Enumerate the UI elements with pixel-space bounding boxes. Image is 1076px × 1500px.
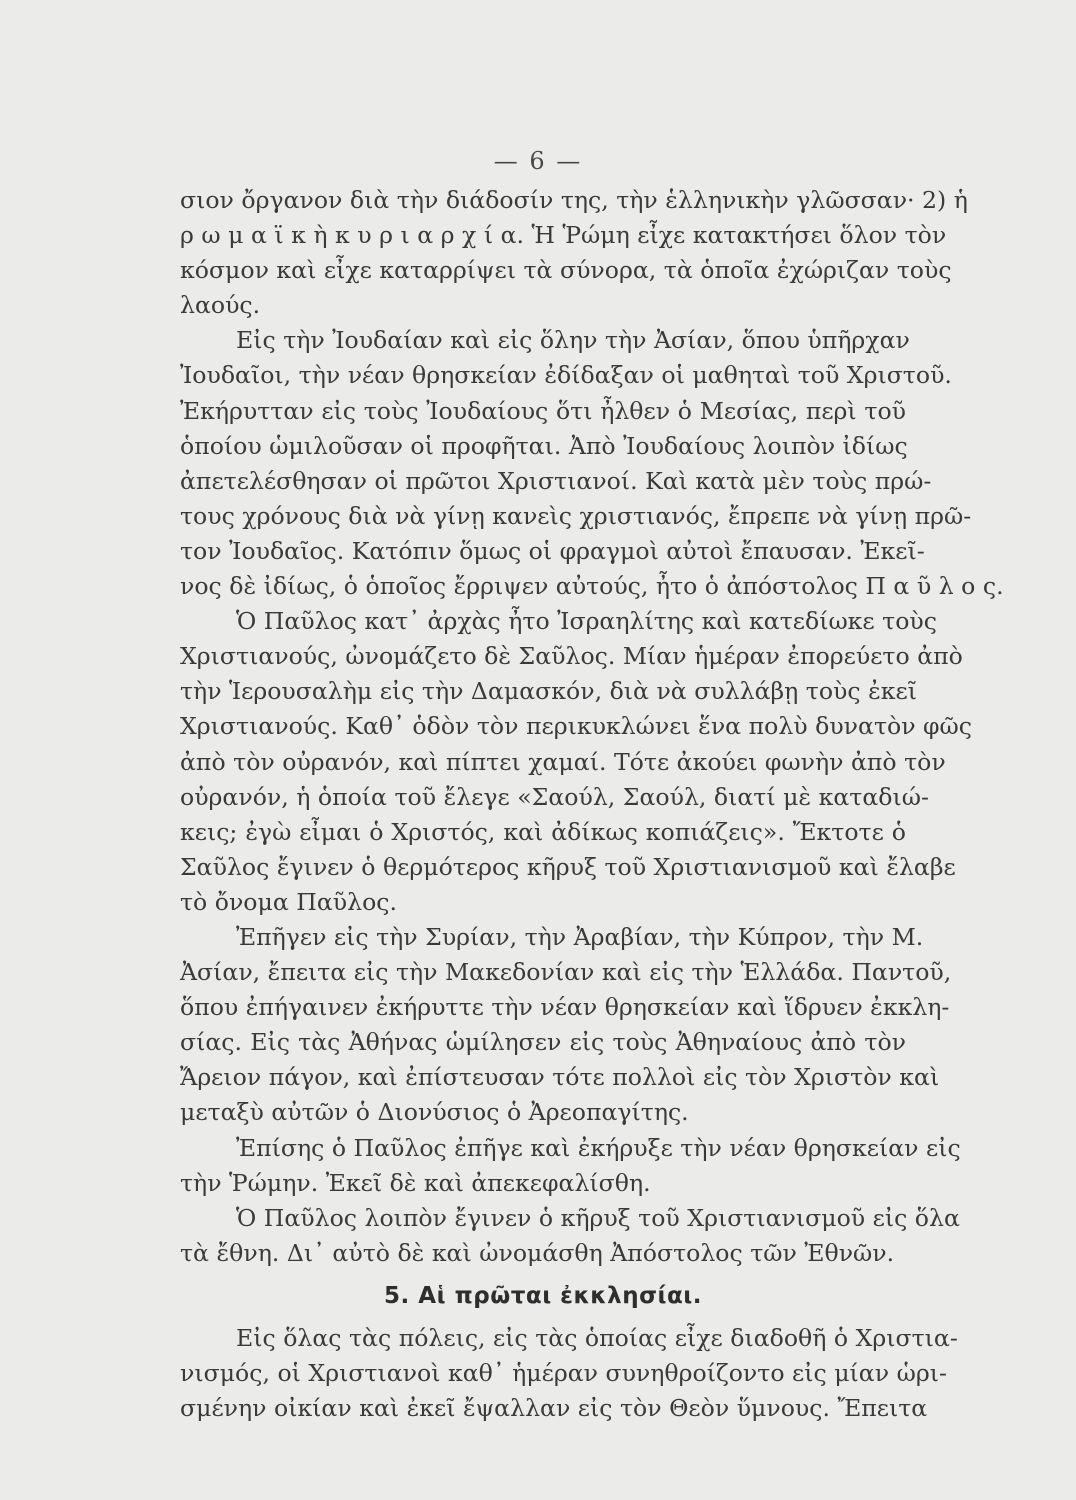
text-line: ἀπὸ τὸν οὐρανόν, καὶ πίπτει χαμαί. Τότε ἀκούει φωνὴν ἀπὸ τὸν [180,747,946,776]
page-number: — 6 — [493,147,583,175]
text-line: ρ ω μ α ϊ κ ὴ κ υ ρ ι α ρ χ ί α. Ἡ Ῥώμη εἶχε κατακτήσει ὅλον τὸν [180,221,947,250]
text-line: Ὁ Παῦλος κατ᾽ ἀρχὰς ἦτο Ἰσραηλίτης καὶ κατεδίωκε τοὺς [236,607,937,636]
text-line: Ἐκήρυτταν εἰς τοὺς Ἰουδαίους ὅτι ἦλθεν ὁ Μεσίας, περὶ τοῦ [180,396,906,425]
text-line: ὅπου ἐπήγαινεν ἐκήρυττε τὴν νέαν θρησκείαν καὶ ἵδρυεν ἐκκλη- [180,993,950,1022]
text-line: τὸ ὄνομα Παῦλος. [180,887,397,916]
text-line: τὴν Ἱερουσαλὴμ εἰς τὴν Δαμασκόν, διὰ νὰ συλλάβῃ τοὺς ἐκεῖ [180,677,917,706]
text-line: σμένην οἰκίαν καὶ ἐκεῖ ἔψαλλαν εἰς τὸν Θεὸν ὕμνους. Ἔπειτα [180,1394,928,1423]
section-heading: 5. Αἱ πρῶται ἐκκλησίαι. [384,1282,702,1309]
text-line: λαούς. [180,291,261,320]
text-line: Ἐπῆγεν εἰς τὴν Συρίαν, τὴν Ἀραβίαν, τὴν Κύπρον, τὴν Μ. [236,922,924,951]
text-line: σιον ὄργανον διὰ τὴν διάδοσίν της, τὴν ἑλληνικὴν γλῶσσαν· 2) ἡ [180,186,968,214]
text-line: κεις; ἐγὼ εἶμαι ὁ Χριστός, καὶ ἀδίκως κοπιάζεις». Ἔκτοτε ὁ [180,817,906,846]
text-line: Ἐπίσης ὁ Παῦλος ἐπῆγε καὶ ἐκήρυξε τὴν νέαν θρησκείαν εἰς [236,1133,961,1162]
text-line: ἀπετελέσθησαν οἱ πρῶτοι Χριστιανοί. Καὶ κατὰ μὲν τοὺς πρώ- [180,466,932,495]
text-line: Ὁ Παῦλος λοιπὸν ἔγινεν ὁ κῆρυξ τοῦ Χριστιανισμοῦ εἰς ὅλα [236,1203,960,1232]
text-line: Ἄρειον πάγον, καὶ ἐπίστευσαν τότε πολλοὶ εἰς τὸν Χριστὸν καὶ [180,1063,940,1092]
text-line: ὁποίου ὡμιλοῦσαν οἱ προφῆται. Ἀπὸ Ἰουδαίους λοιπὸν ἰδίως [180,431,908,460]
text-line: σίας. Εἰς τὰς Ἀθήνας ὡμίλησεν εἰς τοὺς Ἀθηναίους ἀπὸ τὸν [180,1028,906,1057]
text-line: νος δὲ ἰδίως, ὁ ὁποῖος ἔρριψεν αὐτούς, ἦτο ὁ ἀπόστολος Π α ῦ λ ο ς. [180,572,1004,601]
text-line: Σαῦλος ἔγινεν ὁ θερμότερος κῆρυξ τοῦ Χριστιανισμοῦ καὶ ἔλαβε [180,852,956,881]
text-line: Εἰς ὅλας τὰς πόλεις, εἰς τὰς ὁποίας εἶχε διαδοθῆ ὁ Χριστια- [236,1323,958,1352]
text-line: τους χρόνους διὰ νὰ γίνῃ κανεὶς χριστιανός, ἔπρεπε νὰ γίνῃ πρῶ- [180,501,972,530]
text-line: Χριστιανούς. Καθ᾽ ὁδὸν τὸν περικυκλώνει ἕνα πολὺ δυνατὸν φῶς [180,712,973,741]
text-line: Ἰουδαῖοι, τὴν νέαν θρησκείαν ἐδίδαξαν οἱ μαθηταὶ τοῦ Χριστοῦ. [180,361,952,390]
text-line: τον Ἰουδαῖος. Κατόπιν ὅμως οἱ φραγμοὶ αὐτοὶ ἔπαυσαν. Ἐκεῖ- [180,536,925,565]
body-text [180,183,1004,1426]
text-line: Ἀσίαν, ἔπειτα εἰς τὴν Μακεδονίαν καὶ εἰς τὴν Ἑλλάδα. Παντοῦ, [180,958,952,987]
text-line: Εἰς τὴν Ἰουδαίαν καὶ εἰς ὅλην τὴν Ἀσίαν, ὅπου ὑπῆρχαν [236,326,910,355]
text-line: τὰ ἔθνη. Δι᾽ αὐτὸ δὲ καὶ ὠνομάσθη Ἀπόστολος τῶν Ἐθνῶν. [180,1238,895,1267]
text-line: Χριστιανούς, ὠνομάζετο δὲ Σαῦλος. Μίαν ἡμέραν ἐπορεύετο ἀπὸ [180,642,963,671]
text-line: τὴν Ῥώμην. Ἐκεῖ δὲ καὶ ἀπεκεφαλίσθη. [180,1168,651,1197]
text-line: νισμός, οἱ Χριστιανοὶ καθ᾽ ἡμέραν συνηθροίζοντο εἰς μίαν ὡρι- [180,1359,947,1387]
text-line: οὐρανόν, ἡ ὁποία τοῦ ἔλεγε «Σαούλ, Σαούλ, διατί μὲ καταδιώ- [180,782,929,811]
text-line: μεταξὺ αὐτῶν ὁ Διονύσιος ὁ Ἀρεοπαγίτης. [180,1098,689,1127]
text-line: κόσμον καὶ εἶχε καταρρίψει τὰ σύνορα, τὰ ὁποῖα ἐχώριζαν τοὺς [180,256,952,285]
